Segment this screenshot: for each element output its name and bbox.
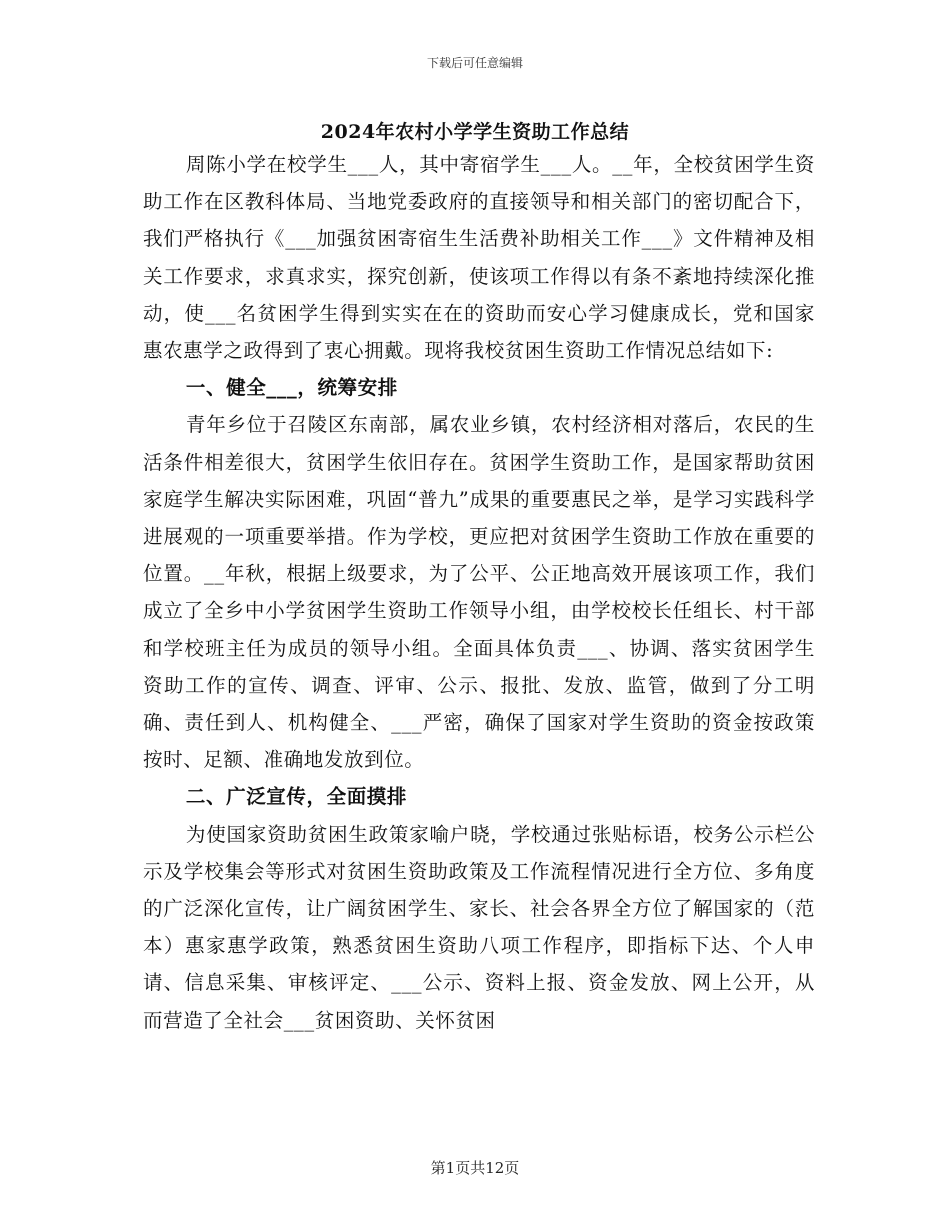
page-number-footer: 第1页共12页 bbox=[430, 1159, 520, 1177]
header-note: 下载后可任意编辑 bbox=[426, 56, 523, 70]
paragraph-intro: 周陈小学在校学生___人，其中寄宿学生___人。__年，全校贫困学生资助工作在区教科体局、当地党委政府的直接领导和相关部门的密切配合下，我们严格执行《___加强贫困寄宿生生活费补助相关工作___》文件精神及相关工作要求，求真求实，探究创新，使该项工作得以有条不紊地持续深化推动，使___名贫困学生得到实实在在的资助而安心学习健康成长，党和国家惠农惠学之政得到了衷心拥戴。现将我校贫困生资助工作情况总结如下: bbox=[143, 153, 815, 363]
paragraph-section-2: 为使国家资助贫困生政策家喻户晓，学校通过张贴标语，校务公示栏公示及学校集会等形式对贫困生资助政策及工作流程情况进行全方位、多角度的广泛深化宣传，让广阔贫困学生、家长、社会各界全方位了解国家的（范本）惠家惠学政策，熟悉贫困生资助八项工作程序，即指标下达、个人申请、信息采集、审核评定、___公示、资料上报、资金发放、网上公开，从而营造了全社会___贫困资助、关怀贫困 bbox=[143, 822, 815, 1032]
paragraph-section-1: 青年乡位于召陵区东南部，属农业乡镇，农村经济相对落后，农民的生活条件相差很大，贫困学生依旧存在。贫困学生资助工作，是国家帮助贫困家庭学生解决实际困难，巩固“普九”成果的重要惠民之举，是学习实践科学进展观的一项重要举措。作为学校，更应把对贫困学生资助工作放在重要的位置。__年秋，根据上级要求，为了公平、公正地高效开展该项工作，我们成立了全乡中小学贫困学生资助工作领导小组，由学校校长任组长、村干部和学校班主任为成员的领导小组。全面具体负责___、协调、落实贫困学生资助工作的宣传、调查、评审、公示、报批、发放、监管，做到了分工明确、责任到人、机构健全、___严密，确保了国家对学生资助的资金按政策按时、足额、准确地发放到位。 bbox=[143, 413, 815, 772]
document-title: 2024年农村小学学生资助工作总结 bbox=[320, 121, 630, 143]
section-heading-2: 二、广泛宣传，全面摸排 bbox=[185, 785, 407, 809]
document-body bbox=[143, 146, 815, 1039]
section-heading-1: 一、健全___，统筹安排 bbox=[185, 376, 398, 400]
